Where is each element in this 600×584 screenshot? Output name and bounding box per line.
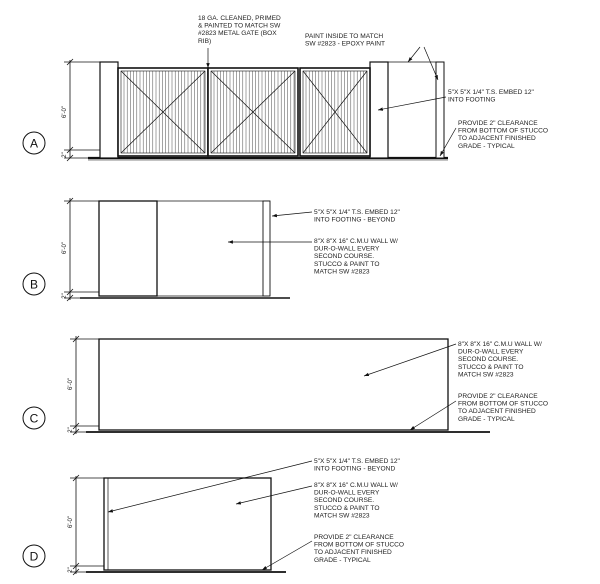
note-a-clearance: PROVIDE 2" CLEARANCE FROM BOTTOM OF STUCCO TO ADJACENT FINISHED GRADE - TYPICAL [458,120,548,150]
small-dimension-text-b: 2" [62,293,68,299]
dimension-line-a [64,59,100,161]
note-d-clearance: PROVIDE 2" CLEARANCE FROM BOTTOM OF STUCCO TO ADJACENT FINISHED GRADE - TYPICAL [314,534,404,564]
dimension-text-d: 6'-0" [68,516,74,528]
elevation-d [23,458,406,575]
note-d-post: 5"X 5"X 1/4" T.S. EMBED 12" INTO FOOTING - BEYOND [314,458,400,473]
elevation-label-b: B [29,277,39,292]
dimension-text-a: 6'-0" [62,106,68,118]
note-c-wall: 8"X 8"X 16" C.M.U WALL W/ DUR-O-WALL EVERY SECOND COURSE. STUCCO & PAINT TO MATCH SW #2823 [458,341,542,379]
post-left-a [100,62,118,158]
elevation-b [23,198,402,301]
note-a-post: 5"X 5"X 1/4" T.S. EMBED 12" INTO FOOTING [448,89,534,104]
elevation-label-c: C [29,411,39,426]
end-post-a [436,62,444,158]
elevation-label-a: A [29,136,39,151]
dimension-text-b: 6'-0" [62,242,68,254]
dimension-line-b [64,198,100,301]
small-dimension-text-c: 2" [68,427,74,433]
elevation-label-d: D [29,549,39,564]
gate-panels-a [118,68,370,156]
note-a-paint: PAINT INSIDE TO MATCH SW #2823 - EPOXY PAINT [305,33,386,48]
note-c-clearance: PROVIDE 2" CLEARANCE FROM BOTTOM OF STUCCO TO ADJACENT FINISHED GRADE - TYPICAL [458,393,548,423]
small-dimension-text-a: 2" [62,152,68,158]
dimension-line-d [70,475,104,575]
note-b-wall: 8"X 8"X 16" C.M.U WALL W/ DUR-O-WALL EVERY SECOND COURSE. STUCCO & PAINT TO MATCH SW #2823 [314,238,398,276]
post-beyond-b [263,201,270,296]
elevation-a [23,15,550,161]
elevation-c [23,336,550,435]
note-a-gate: 18 GA. CLEANED, PRIMED & PAINTED TO MATCH SW #2823 METAL GATE (BOX RIB) [198,15,281,45]
small-dimension-text-d: 2" [68,567,74,573]
dimension-text-c: 6'-0" [68,378,74,390]
cmu-wall-c [99,339,448,430]
cmu-wall-b [99,201,157,296]
dimension-line-c [70,336,100,435]
note-b-post: 5"X 5"X 1/4" T.S. EMBED 12" INTO FOOTING - BEYOND [314,209,400,224]
note-d-wall: 8"X 8"X 16" C.M.U WALL W/ DUR-O-WALL EVERY SECOND COURSE. STUCCO & PAINT TO MATCH SW #2823 [314,482,398,520]
